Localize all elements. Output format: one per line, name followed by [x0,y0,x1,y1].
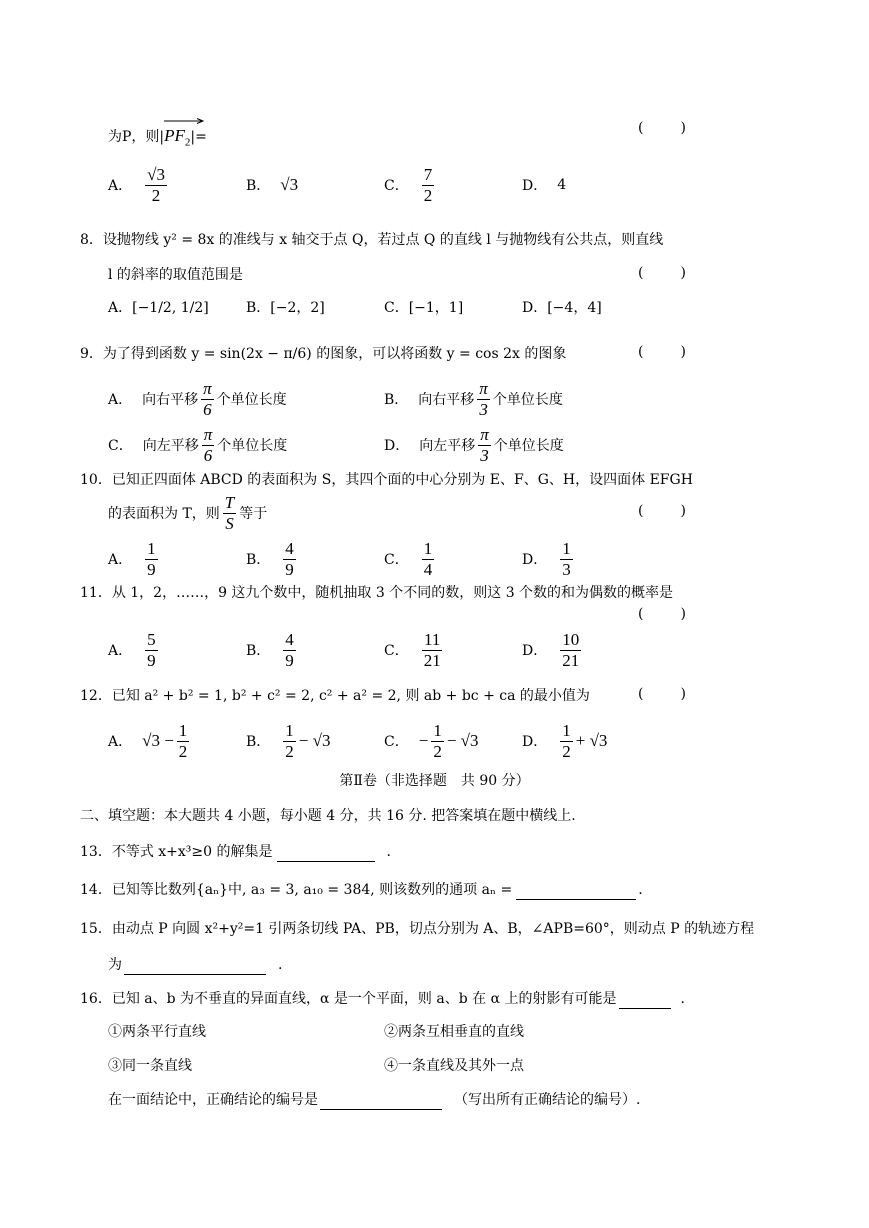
q8-answer-paren: ( ) [638,265,686,281]
q7-option-a: A． $\frac{√3}{2}$ [108,164,165,205]
q9-option-d: D． 向左平移 $\frac{\pi}{3}$ 个单位长度 [384,424,564,465]
q8-option-d: D．[−4，4] [522,300,602,316]
q9-answer-paren: ( ) [638,344,686,360]
q11-answer-paren: ( ) [638,606,686,622]
q7-option-b: B． √3 [246,175,299,194]
q7-answer-paren: ( ) [638,120,686,136]
q16-answer-blank[interactable] [619,992,671,1009]
part2-title: 第Ⅱ卷（非选择题 共 90 分） [339,773,530,789]
q10-option-c: C． $\frac{1}{4}$ [384,538,433,579]
q16-item-2: ②两条互相垂直的直线 [384,1024,524,1040]
q12-option-d: D． $\frac{1}{2}$ + √3 [522,720,608,761]
q7-tail-prefix: 为P，则| [108,129,165,145]
q9-option-a: A． 向右平移 $\frac{\pi}{6}$ 个单位长度 [108,378,287,419]
q9-option-c: C． 向左平移 $\frac{\pi}{6}$ 个单位长度 [108,424,288,465]
q16-conclusion-blank[interactable] [320,1093,442,1110]
q8-stem-line2: l 的斜率的取值范围是 [108,267,243,283]
q8-option-c: C．[−1，1] [384,300,464,316]
q9-option-b: B． 向右平移 $\frac{\pi}{3}$ 个单位长度 [384,378,563,419]
q8-option-a: A．[−1/2, 1/2] [108,300,209,316]
q10-option-a: A． $\frac{1}{9}$ [108,538,156,579]
q10-option-d: D． $\frac{1}{3}$ [522,538,571,579]
q12-option-a: A． √3 − $\frac{1}{2}$ [108,720,188,761]
q11-option-b: B． $\frac{4}{9}$ [246,629,294,670]
q11-option-c: C． $\frac{11}{21}$ [384,629,441,670]
vector-arrow-icon [164,118,204,124]
q10-stem-line2: 的表面积为 T，则 $\frac{T}{S}$ 等于 [108,492,268,533]
q10-stem-line1: 10．已知正四面体 ABCD 的表面积为 S，其四个面的中心分别为 E、F、G、H，设四面体 EFGH [80,472,693,488]
q11-option-a: A． $\frac{5}{9}$ [108,629,156,670]
q15-answer-blank[interactable] [124,958,266,975]
q14: 14．已知等比数列{aₙ}中, a₃ = 3, a₁₀ = 384, 则该数列的通项 aₙ = . [80,882,643,898]
q11-option-d: D． $\frac{10}{21}$ [522,629,580,670]
q11-stem: 11．从 1，2，……，9 这九个数中，随机抽取 3 个不同的数，则这 3 个数的和为偶数的概率是 [80,585,674,601]
q7-vector: $PF_2$ [164,118,190,152]
q7-tail [108,118,207,152]
q16-item-1: ①两条平行直线 [108,1024,206,1040]
q13: 13．不等式 x+x³≥0 的解集是 . [80,844,391,860]
q12-option-b: B． $\frac{1}{2}$ − √3 [246,720,331,761]
q16-stem: 16．已知 a、b 为不垂直的异面直线，α 是一个平面，则 a、b 在 α 上的射影有可能是 . [80,991,685,1007]
q8-stem-line1: 8．设抛物线 y² = 8x 的准线与 x 轴交于点 Q，若过点 Q 的直线 l 与抛物线有公共点，则直线 [80,232,664,248]
q7-tail-suffix: |= [190,129,207,145]
q9-stem: 9．为了得到函数 y = sin(2x − π/6) 的图象，可以将函数 y = cos 2x 的图象 [80,346,567,362]
q12-stem: 12．已知 a² + b² = 1, b² + c² = 2, c² + a² = 2, 则 ab + bc + ca 的最小值为 [80,688,590,704]
q7-option-c: C． $\frac{7}{2}$ [384,164,433,205]
q12-option-c: C． − $\frac{1}{2}$ − √3 [384,720,479,761]
q10-answer-paren: ( ) [638,503,686,519]
q10-option-b: B． $\frac{4}{9}$ [246,538,294,579]
q15-line1: 15．由动点 P 向圆 x²+y²=1 引两条切线 PA、PB，切点分别为 A、B，∠APB=60°，则动点 P 的轨迹方程 [80,921,755,937]
section2-instructions: 二、填空题：本大题共 4 小题，每小题 4 分，共 16 分. 把答案填在题中横线上. [80,808,576,824]
q15-line2: 为 . [108,957,283,973]
q14-answer-blank[interactable] [516,883,636,900]
q12-answer-paren: ( ) [638,686,686,702]
q16-tail: 在一面结论中，正确结论的编号是 （写出所有正确结论的编号）. [108,1092,641,1108]
q13-answer-blank[interactable] [277,845,375,862]
q16-item-3: ③同一条直线 [108,1058,192,1074]
q16-item-4: ④一条直线及其外一点 [384,1058,524,1074]
q8-option-b: B．[−2，2] [246,300,325,316]
q7-option-d: D． 4 [522,177,567,194]
